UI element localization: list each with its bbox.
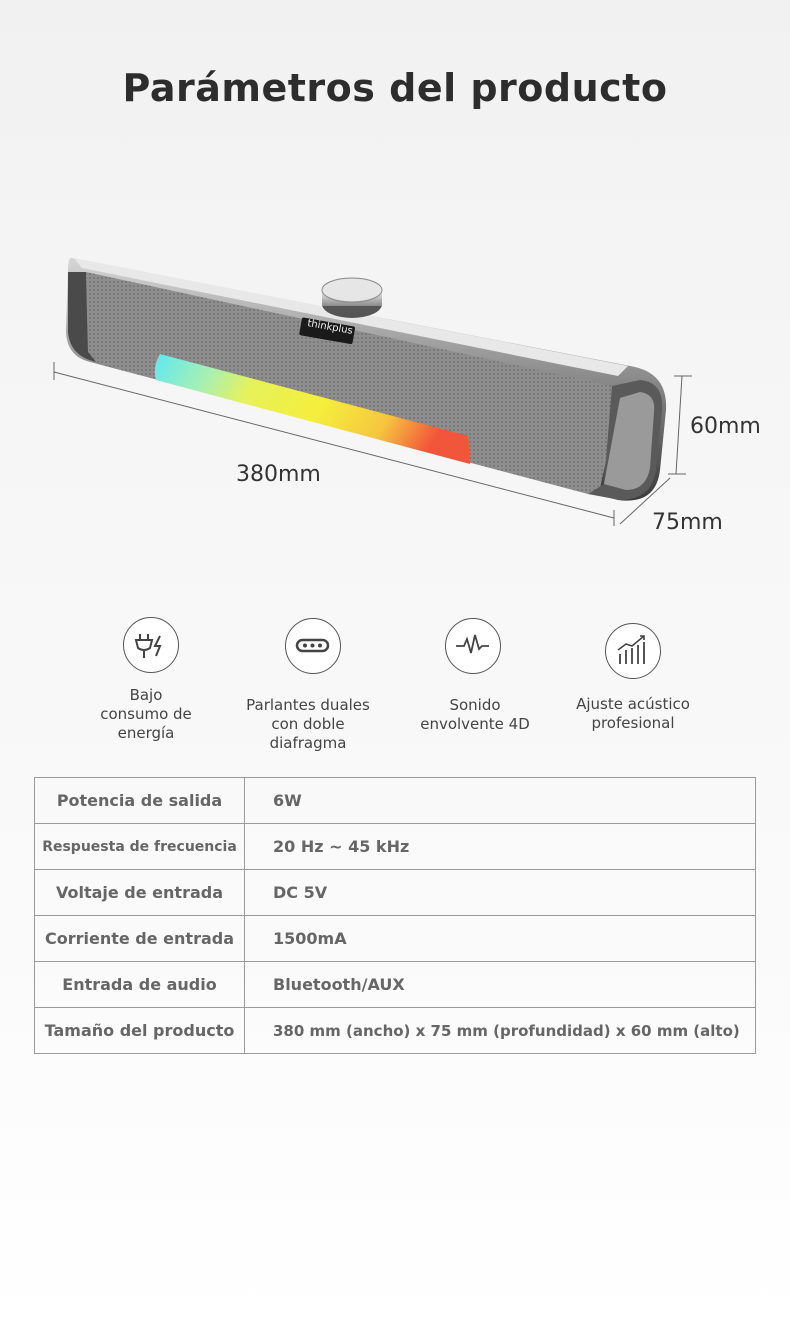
feature-label-line: energía <box>117 724 175 742</box>
table-row <box>35 824 756 870</box>
feature-label-line: Parlantes duales <box>246 696 370 714</box>
brand-logo: thinkplus <box>306 318 354 337</box>
feature-label-line: Ajuste acústico <box>576 695 690 713</box>
page-title: Parámetros del producto <box>122 66 668 110</box>
feature-low-power <box>86 686 206 743</box>
spec-value: DC 5V <box>245 870 756 916</box>
feature-label-line: Bajo <box>129 686 163 704</box>
table-row <box>35 778 756 824</box>
dimension-length: 380mm <box>236 462 321 487</box>
feature-label-line: con doble <box>271 715 345 733</box>
feature-label-line: diafragma <box>269 734 347 752</box>
spec-value: 6W <box>245 778 756 824</box>
sound-wave-icon <box>445 618 501 674</box>
spec-value: 20 Hz ~ 45 kHz <box>245 824 756 870</box>
feature-label-line: Sonido <box>449 696 501 714</box>
spec-value: Bluetooth/AUX <box>245 962 756 1008</box>
plug-power-icon <box>123 617 179 673</box>
table-row <box>35 962 756 1008</box>
feature-label-line: profesional <box>591 714 675 732</box>
dimension-height: 60mm <box>690 414 761 439</box>
feature-acoustic-tuning <box>560 695 706 733</box>
spec-table <box>34 777 756 1054</box>
dimension-depth: 75mm <box>652 510 723 535</box>
table-row <box>35 916 756 962</box>
spec-value: 380 mm (ancho) x 75 mm (profundidad) x 60 mm (alto) <box>245 1008 756 1054</box>
spec-label: Voltaje de entrada <box>35 870 245 916</box>
spec-label: Respuesta de frecuencia <box>35 824 245 870</box>
feature-surround-sound <box>406 696 544 734</box>
spec-label: Entrada de audio <box>35 962 245 1008</box>
equalizer-chart-icon <box>605 623 661 679</box>
dual-speaker-icon <box>285 618 341 674</box>
table-row <box>35 1008 756 1054</box>
volume-knob <box>322 278 382 302</box>
table-row <box>35 870 756 916</box>
feature-label-line: consumo de <box>100 705 192 723</box>
feature-label-line: envolvente 4D <box>420 715 530 733</box>
spec-label: Potencia de salida <box>35 778 245 824</box>
feature-dual-speakers <box>234 696 382 753</box>
spec-label: Corriente de entrada <box>35 916 245 962</box>
spec-value: 1500mA <box>245 916 756 962</box>
spec-label: Tamaño del producto <box>35 1008 245 1054</box>
